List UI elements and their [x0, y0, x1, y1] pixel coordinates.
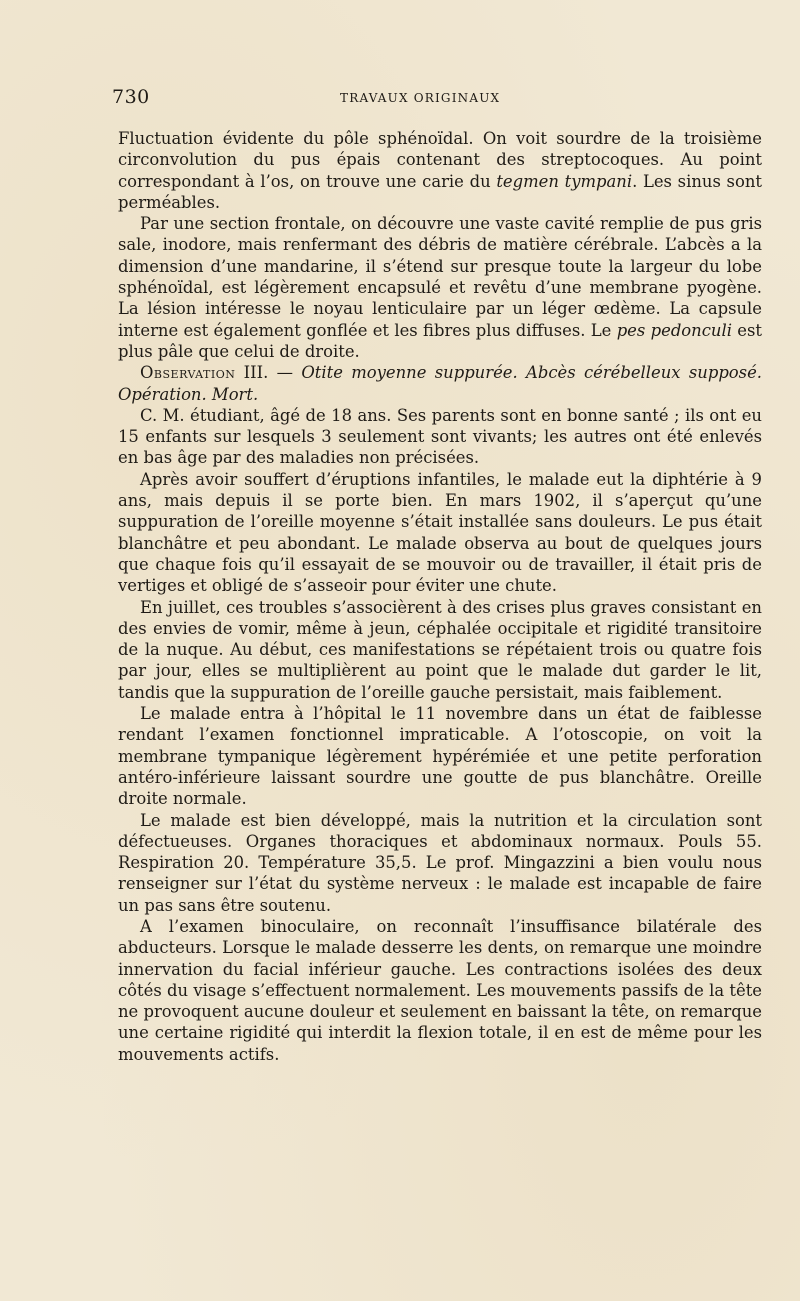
paragraph-1-text-a: Fluctuation évidente du pôle sphénoïdal. On voit sourdre de la troisième circonvolution du pus épais contenant des streptocoques. Au point correspondant à l’os, on trouve une carie du [118, 129, 762, 191]
page-number: 730 [112, 86, 150, 108]
observation-label: Observation [140, 363, 236, 383]
body-text [118, 128, 762, 1065]
paragraph-8: A l’examen binoculaire, on reconnaît l’insuffisance bilatérale des abducteurs. Lorsque le malade desserre les dents, on remarque une moindre innervation du facial inférieur gauche. Les contractions isolées des deux côtés du visage s’effectuent normalement. Les mouvements passifs de la tête ne provoquent aucune douleur et seulement en baissant la tête, on remarque une certaine rigidité qui interdit la flexion totale, il en est de même pour les mouvements actifs. [118, 916, 762, 1064]
paragraph-6: Le malade entra à l’hôpital le 11 novembre dans un état de faiblesse rendant l’examen fonctionnel impraticable. A l’otoscopie, on voit la membrane tympanique légèrement hypérémiée et une petite perforation antéro-inférieure laissant sourdre une goutte de pus blanchâtre. Oreille droite normale. [118, 704, 762, 809]
observation-title: Otite moyenne suppurée. Abcès cérébelleux supposé. Opération. Mort. [118, 363, 762, 404]
observation-heading [118, 362, 762, 405]
paragraph-5: En juillet, ces troubles s’associèrent à des crises plus graves consistant en des envies de vomir, même à jeun, céphalée occipitale et rigidité transitoire de la nuque. Au début, ces manifestations se répétaient trois ou quatre fois par jour, elles se multiplièrent au point que le malade dut garder le lit, tandis que la suppuration de l’oreille gauche persistait, mais faiblement. [118, 597, 762, 702]
paragraph-4: Après avoir souffert d’éruptions infantiles, le malade eut la diphtérie à 9 ans, mais depuis il se porte bien. En mars 1902, il s’aperçut qu’une suppuration de l’oreille moyenne s’était installée sans douleurs. Le pus était blanchâtre et peu abondant. Le malade observa au bout de quelques jours que chaque fois qu’il essayait de se mouvoir ou de travailler, il était pris de vertiges et obligé de s’asseoir pour éviter une chute. [118, 469, 762, 596]
paragraph-1 [118, 128, 762, 213]
paragraph-1-italic: tegmen tympani [496, 171, 633, 191]
running-title: TRAVAUX ORIGINAUX [340, 91, 501, 105]
page-header [112, 86, 762, 116]
paragraph-2-text-c: est plus pâle que celui de droite. [118, 320, 762, 361]
observation-numeral: III. [243, 363, 269, 383]
paragraph-2-italic: pes pedonculi [616, 320, 732, 340]
paragraph-7: Le malade est bien développé, mais la nutrition et la circulation sont défectueuses. Organes thoraciques et abdominaux normaux. Pouls 55. Respiration 20. Température 35,5. Le prof. Mingazzini a bien voulu nous renseigner sur l’état du système nerveux : le malade est incapable de faire un pas sans être soutenu. [118, 810, 762, 915]
paragraph-2 [118, 213, 762, 362]
paragraph-2-text-a: Par une section frontale, on découvre une vaste cavité remplie de pus gris sale, inodore, mais renfermant des débris de matière cérébrale. L’abcès a la dimension d’une mandarine, il s’étend sur presque toute la largeur du lobe sphénoïdal, est légèrement encapsulé et revêtu d’une membrane pyogène. La lésion intéresse le noyau lenticulaire par un léger œdème. La capsule interne est également gonflée et les fibres plus diffuses. Le [118, 214, 762, 340]
observation-dash: — [276, 363, 294, 383]
paragraph-3: C. M. étudiant, âgé de 18 ans. Ses parents sont en bonne santé ; ils ont eu 15 enfants sur lesquels 3 seulement sont vivants; les autres ont été enlevés en bas âge par des maladies non précisées. [118, 405, 762, 468]
paragraph-1-text-c: . Les sinus sont perméables. [118, 171, 762, 212]
